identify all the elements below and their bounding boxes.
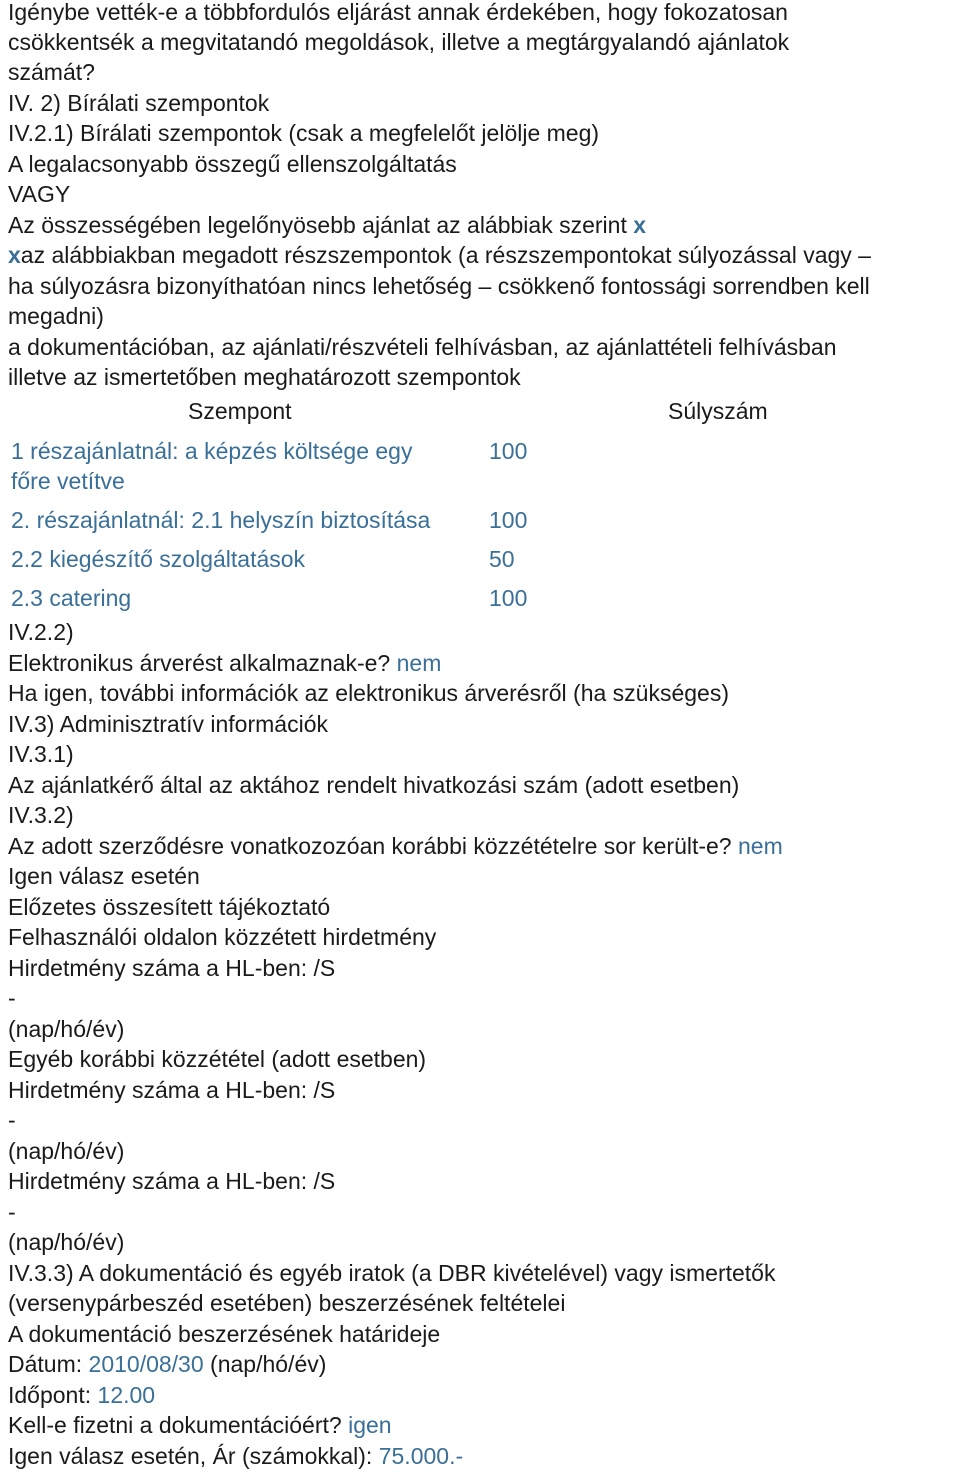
subsection-heading: IV.3.2) xyxy=(8,802,74,828)
text-line: Az ajánlatkérő által az aktához rendelt hivatkozási szám (adott esetben) xyxy=(8,772,740,798)
time-value: 12.00 xyxy=(97,1382,156,1408)
best-offer-mark: x xyxy=(633,212,647,238)
text-line: Egyéb korábbi közzététel (adott esetben) xyxy=(8,1046,427,1072)
prior-question: Az adott szerződésre vonatkozozóan korábbi közzétételre sor került-e? xyxy=(8,833,738,859)
criterion-cell: 2.2 kiegészítő szolgáltatások xyxy=(11,546,306,572)
subsection-heading: IV.3.1) xyxy=(8,741,74,767)
header-weight: Súlyszám xyxy=(668,398,768,424)
text-line: (nap/hó/év) xyxy=(8,1138,125,1164)
subsection-heading: IV.2.1) Bírálati szempontok (csak a megfelelőt jelölje meg) xyxy=(8,120,600,146)
section-heading: IV.3) Adminisztratív információk xyxy=(8,711,328,737)
text-line: Hirdetmény száma a HL-ben: /S xyxy=(8,1168,336,1194)
text-line: (nap/hó/év) xyxy=(8,1229,125,1255)
subsection-heading: IV.2.2) xyxy=(8,619,74,645)
text-line: Hirdetmény száma a HL-ben: /S xyxy=(8,1077,336,1103)
text-line: Felhasználói oldalon közzétett hirdetmény xyxy=(8,924,437,950)
sub-criteria-text: az alábbiakban megadott részszempontok (a részszempontokat súlyozással vagy – xyxy=(20,242,871,268)
auction-line xyxy=(8,648,441,678)
weight-cell: 50 xyxy=(489,546,515,572)
sub-criteria-line xyxy=(8,240,871,270)
criterion-cell: 1 részajánlatnál: a képzés költsége egy xyxy=(11,438,413,464)
price-line xyxy=(8,1441,463,1471)
text-line: - xyxy=(8,1107,16,1133)
header-criterion: Szempont xyxy=(188,398,292,424)
auction-question: Elektronikus árverést alkalmaznak-e? xyxy=(8,650,397,676)
text-line: csökkentsék a megvitatandó megoldások, illetve a megtárgyalandó ajánlatok xyxy=(8,29,790,55)
payment-line xyxy=(8,1410,392,1440)
price-label: Igen válasz esetén, Ár (számokkal): xyxy=(8,1443,379,1469)
text-line: - xyxy=(8,985,16,1011)
text-line: (versenypárbeszéd esetében) beszerzésének feltételei xyxy=(8,1290,566,1316)
date-suffix: (nap/hó/év) xyxy=(203,1351,327,1377)
pay-question: Kell-e fizetni a dokumentációért? xyxy=(8,1412,349,1438)
text-line: számát? xyxy=(8,59,95,85)
text-line: - xyxy=(8,1199,16,1225)
time-line xyxy=(8,1380,155,1410)
text-line: megadni) xyxy=(8,303,104,329)
sub-criteria-mark: x xyxy=(8,242,21,268)
time-label: Időpont: xyxy=(8,1382,98,1408)
text-line: VAGY xyxy=(8,181,71,207)
weight-cell: 100 xyxy=(489,585,528,611)
weight-cell: 100 xyxy=(489,507,528,533)
text-line: Előzetes összesített tájékoztató xyxy=(8,894,331,920)
text-line: A legalacsonyabb összegű ellenszolgáltatás xyxy=(8,151,457,177)
price-value: 75.000.- xyxy=(378,1443,464,1469)
pay-answer: igen xyxy=(348,1412,392,1438)
text-line: Igénybe vették-e a többfordulós eljárást annak érdekében, hogy fokozatosan xyxy=(8,0,788,25)
date-value: 2010/08/30 xyxy=(88,1351,204,1377)
criterion-cell: főre vetítve xyxy=(11,468,125,494)
subsection-heading: IV.3.3) A dokumentáció és egyéb iratok (a DBR kivételével) vagy ismertetők xyxy=(8,1260,776,1286)
text-line: A dokumentáció beszerzésének határideje xyxy=(8,1321,441,1347)
text-line: Ha igen, további információk az elektronikus árverésről (ha szükséges) xyxy=(8,680,729,706)
section-heading: IV. 2) Bírálati szempontok xyxy=(8,90,270,116)
auction-answer: nem xyxy=(396,650,442,676)
criterion-cell: 2.3 catering xyxy=(11,585,132,611)
prior-answer: nem xyxy=(738,833,783,859)
weight-cell: 100 xyxy=(489,438,528,464)
criterion-cell: 2. részajánlatnál: 2.1 helyszín biztosítása xyxy=(11,507,431,533)
text-line: illetve az ismertetőben meghatározott szempontok xyxy=(8,364,521,390)
best-offer-line xyxy=(8,210,646,240)
prior-publication-line xyxy=(8,831,783,861)
text-line: (nap/hó/év) xyxy=(8,1016,125,1042)
text-line: Igen válasz esetén xyxy=(8,863,200,889)
text-line: ha súlyozásra bizonyíthatóan nincs lehetőség – csökkenő fontossági sorrendben kell xyxy=(8,273,870,299)
best-offer-label: Az összességében legelőnyösebb ajánlat az alábbiak szerint xyxy=(8,212,634,238)
text-line: Hirdetmény száma a HL-ben: /S xyxy=(8,955,336,981)
date-label: Dátum: xyxy=(8,1351,89,1377)
text-line: a dokumentációban, az ajánlati/részvételi felhívásban, az ajánlattételi felhívásban xyxy=(8,334,837,360)
date-line xyxy=(8,1349,326,1379)
